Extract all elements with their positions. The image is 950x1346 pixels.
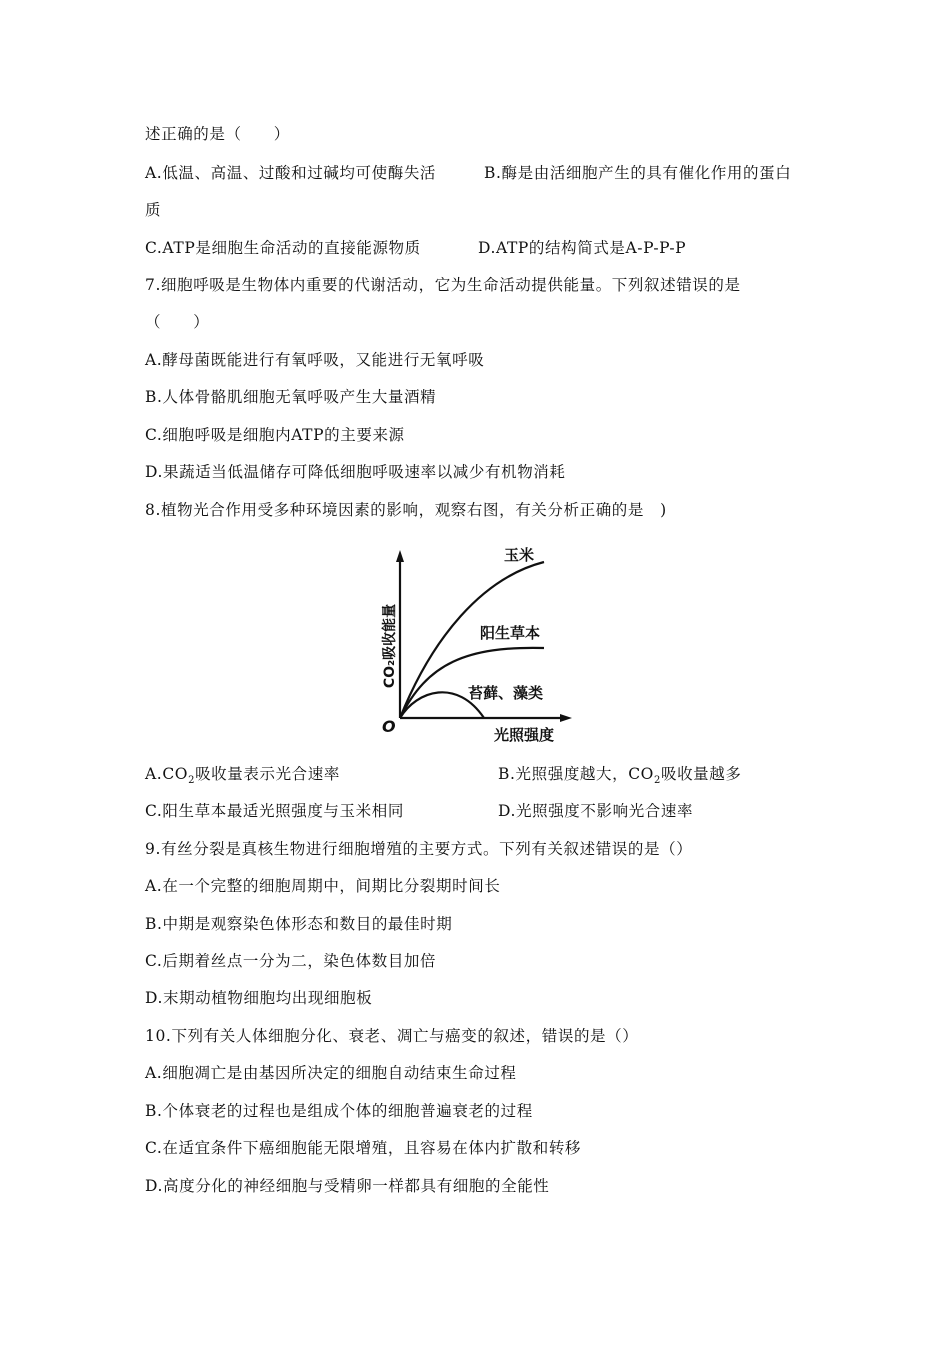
q7-option-a: A.酵母菌既能进行有氧呼吸，又能进行无氧呼吸 (145, 351, 485, 369)
x-axis-arrow (560, 714, 572, 722)
photosynthesis-figure (372, 538, 582, 748)
x-axis-label: 光照强度 (494, 726, 555, 744)
curve-label-sun-herb: 阳生草本 (480, 624, 541, 642)
q6-option-b: B.酶是由活细胞产生的具有催化作用的蛋白 (484, 164, 792, 182)
q9-option-b: B.中期是观察染色体形态和数目的最佳时期 (145, 915, 453, 933)
curve-label-moss-algae: 苔藓、藻类 (468, 684, 544, 702)
curve-sun-herb (400, 648, 544, 718)
q9-option-d: D.末期动植物细胞均出现细胞板 (145, 989, 373, 1007)
q10-stem: 10.下列有关人体细胞分化、衰老、凋亡与癌变的叙述，错误的是（） (145, 1027, 639, 1045)
origin-label: O (382, 717, 396, 736)
y-axis-arrow (396, 550, 404, 562)
q6-stem-tail: 述正确的是（ ） (145, 125, 290, 143)
q7-option-c: C.细胞呼吸是细胞内ATP的主要来源 (145, 426, 405, 444)
q6-option-b-continued: 质 (145, 201, 162, 219)
q7-option-b: B.人体骨骼肌细胞无氧呼吸产生大量酒精 (145, 388, 437, 406)
q8-option-c: C.阳生草本最适光照强度与玉米相同 (145, 802, 404, 820)
q9-stem: 9.有丝分裂是真核生物进行细胞增殖的主要方式。下列有关叙述错误的是（） (145, 840, 693, 858)
q8-stem: 8.植物光合作用受多种环境因素的影响，观察右图，有关分析正确的是 ) (145, 501, 667, 519)
q10-option-c: C.在适宜条件下癌细胞能无限增殖，且容易在体内扩散和转移 (145, 1139, 582, 1157)
q7-stem: 7.细胞呼吸是生物体内重要的代谢活动，它为生命活动提供能量。下列叙述错误的是 (145, 276, 741, 294)
q8-option-a: $A.CO_2$吸收量表示光合速率 (145, 765, 340, 786)
y-axis-label: CO₂吸收能量 (382, 603, 398, 689)
q6-option-c: C.ATP是细胞生命活动的直接能源物质 (145, 239, 421, 257)
q10-option-b: B.个体衰老的过程也是组成个体的细胞普遍衰老的过程 (145, 1102, 533, 1120)
q9-option-c: C.后期着丝点一分为二，染色体数目加倍 (145, 952, 437, 970)
q7-stem-continued: （ ） (145, 313, 210, 331)
curve-label-corn: 玉米 (504, 546, 535, 564)
q8-option-d: D.光照强度不影响光合速率 (498, 802, 694, 820)
q10-option-a: A.细胞凋亡是由基因所决定的细胞自动结束生命过程 (145, 1064, 517, 1082)
q8-option-b: B.光照强度越大，$CO_2$吸收量越多 (498, 765, 742, 786)
q10-option-d: D.高度分化的神经细胞与受精卵一样都具有细胞的全能性 (145, 1177, 550, 1195)
q6-option-a: A.低温、高温、过酸和过碱均可使酶失活 (145, 164, 437, 182)
q6-option-d: D.ATP的结构简式是A-P-P-P (478, 239, 687, 257)
q7-option-d: D.果蔬适当低温储存可降低细胞呼吸速率以减少有机物消耗 (145, 463, 566, 481)
q9-option-a: A.在一个完整的细胞周期中，间期比分裂期时间长 (145, 877, 501, 895)
